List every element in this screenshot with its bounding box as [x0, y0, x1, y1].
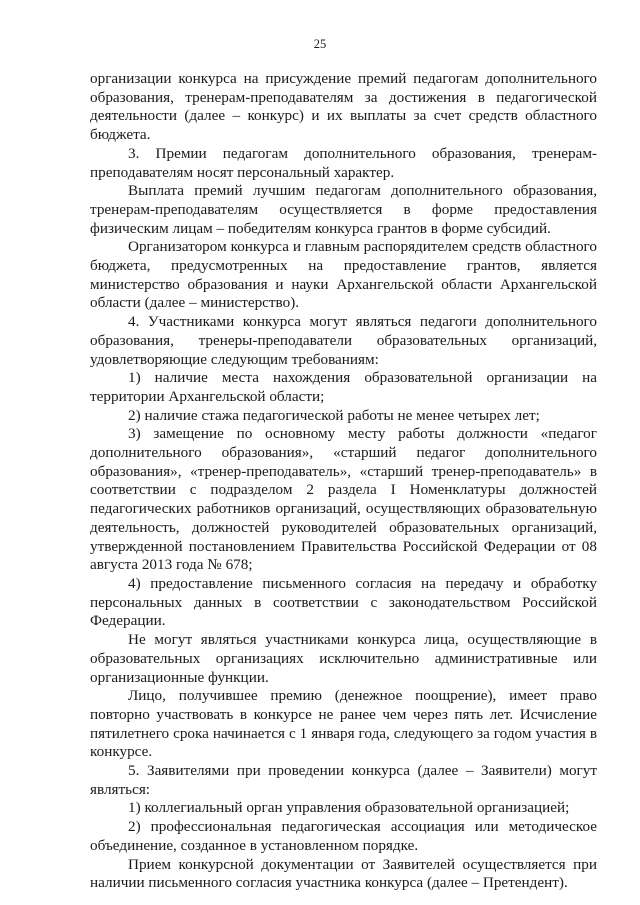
paragraph-repeat-participation: Лицо, получившее премию (денежное поощрение), имеет право повторно участвовать в конкурсе не ранее чем через пять лет. Исчисление пятилетнего срока начинается с 1 января года, следующего за годом участия в конкурсе. — [90, 687, 597, 761]
requirement-3: 3) замещение по основному месту работы должности «педагог дополнительного образования», «старший педагог дополнительного образования», «тренер-преподаватель», «старший тренер-преподаватель» в соответствии с подразделом 2 раздела I Номенклатуры должностей педагогических работников организаций, осуществляющих образовательную деятельность, должностей руководителей образовательных организаций, утвержденной постановлением Правительства Российской Федерации от 08 августа 2013 года № 678; — [90, 425, 597, 574]
document-body — [90, 70, 597, 893]
paragraph-continuation: организации конкурса на присуждение премий педагогам дополнительного образования, тренерам-преподавателям за достижения в педагогической деятельности (далее – конкурс) и их выплаты за счет средств областного бюджета. — [90, 70, 597, 144]
paragraph-item-3: 3. Премии педагогам дополнительного образования, тренерам-преподавателям носят персональный характер. — [90, 144, 597, 181]
paragraph-organizer: Организатором конкурса и главным распорядителем средств областного бюджета, предусмотренных на предоставление грантов, является министерство образования и науки Архангельской области Архангельской области (далее – министерство). — [90, 238, 597, 312]
paragraph-document-acceptance: Прием конкурсной документации от Заявителей осуществляется при наличии письменного согласия участника конкурса (далее – Претендент). — [90, 855, 597, 892]
applicant-1: 1) коллегиальный орган управления образовательной организацией; — [128, 799, 570, 817]
page-number: 25 — [313, 37, 327, 51]
applicant-2: 2) профессиональная педагогическая ассоциация или методическое объединение, созданное в установленном порядке. — [90, 818, 597, 854]
paragraph-premium-payment: Выплата премий лучшим педагогам дополнительного образования, тренерам-преподавателям осуществляется в форме предоставления физическим лицам – победителям конкурса грантов в форме субсидий. — [90, 182, 597, 237]
requirement-1: 1) наличие места нахождения образовательной организации на территории Архангельской области; — [90, 369, 597, 405]
requirement-2: 2) наличие стажа педагогической работы не менее четырех лет; — [128, 406, 540, 424]
paragraph-item-5: 5. Заявителями при проведении конкурса (далее – Заявители) могут являться: — [90, 762, 597, 798]
requirement-4: 4) предоставление письменного согласия на передачу и обработку персональных данных в соответствии с законодательством Российской Федерации. — [90, 574, 597, 630]
paragraph-exclusion: Не могут являться участниками конкурса лица, осуществляющие в образовательных организациях исключительно административные или организационные функции. — [90, 631, 597, 686]
paragraph-item-4: 4. Участниками конкурса могут являться педагоги дополнительного образования, тренеры-преподаватели образовательных организаций, удовлетворяющие следующим требованиям: — [90, 313, 597, 368]
